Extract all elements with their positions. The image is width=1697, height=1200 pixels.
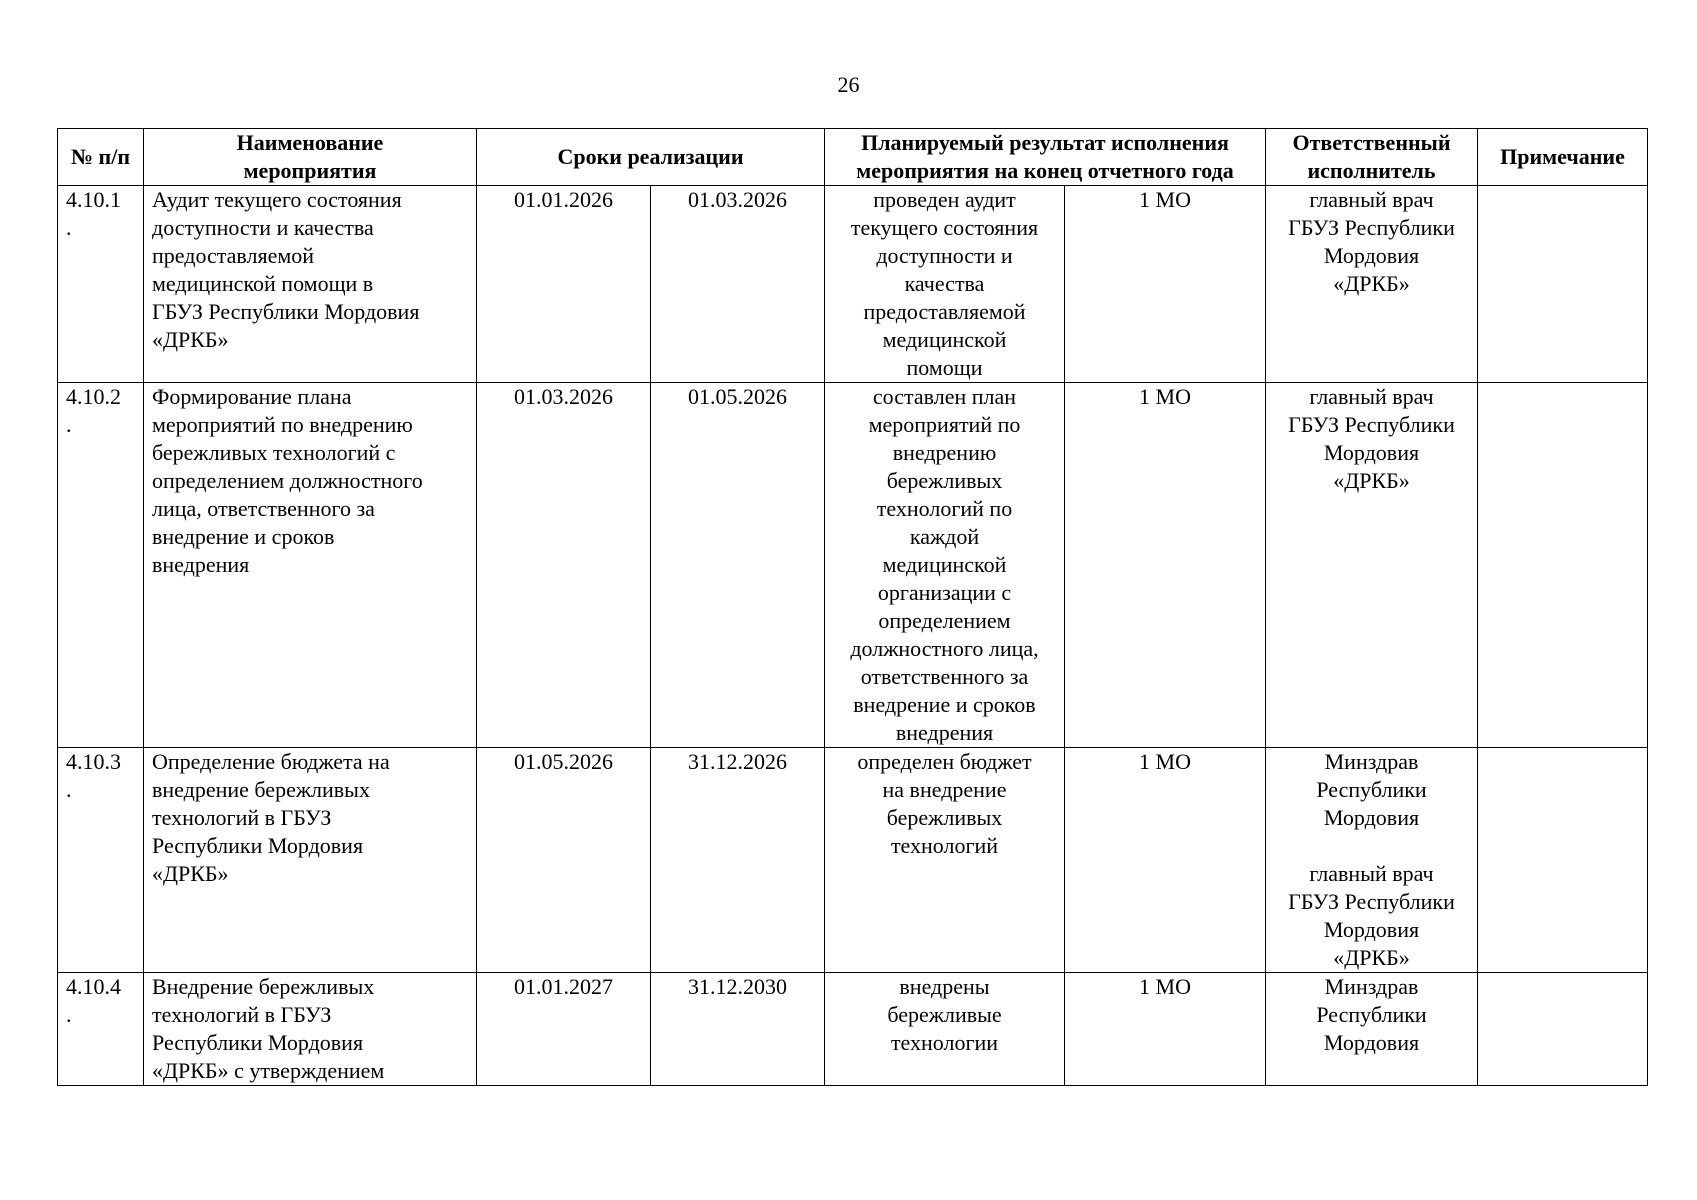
table-row [58, 186, 1648, 383]
start-date: 01.01.2026 [477, 186, 651, 383]
header-name: Наименование мероприятия [144, 129, 477, 186]
table-header-row [58, 129, 1648, 186]
end-date: 31.12.2030 [651, 973, 825, 1086]
result-count: 1 МО [1065, 973, 1266, 1086]
measure-name: Формирование плана мероприятий по внедрению бережливых технологий с определением должностного лица, ответственного за внедрение и сроков внедрения [144, 383, 477, 748]
row-number: 4.10.3 . [58, 748, 144, 973]
responsible-executor: Минздрав Республики Мордовия [1266, 973, 1478, 1086]
measures-table [57, 128, 1648, 1086]
start-date: 01.05.2026 [477, 748, 651, 973]
header-result: Планируемый результат исполнения мероприятия на конец отчетного года [825, 129, 1266, 186]
responsible-executor: главный врач ГБУЗ Республики Мордовия «ДРКБ» [1266, 383, 1478, 748]
start-date: 01.03.2026 [477, 383, 651, 748]
end-date: 31.12.2026 [651, 748, 825, 973]
row-number: 4.10.4 . [58, 973, 144, 1086]
page-number: 26 [837, 72, 860, 97]
row-number: 4.10.1 . [58, 186, 144, 383]
responsible-executor: Минздрав Республики Мордовия главный врач ГБУЗ Республики Мордовия «ДРКБ» [1266, 748, 1478, 973]
measure-name: Аудит текущего состояния доступности и качества предоставляемой медицинской помощи в ГБУЗ Республики Мордовия «ДРКБ» [144, 186, 477, 383]
planned-result: проведен аудит текущего состояния доступности и качества предоставляемой медицинской помощи [825, 186, 1065, 383]
note-cell [1478, 973, 1648, 1086]
row-number: 4.10.2 . [58, 383, 144, 748]
header-dates: Сроки реализации [477, 129, 825, 186]
responsible-executor: главный врач ГБУЗ Республики Мордовия «ДРКБ» [1266, 186, 1478, 383]
measure-name: Внедрение бережливых технологий в ГБУЗ Республики Мордовия «ДРКБ» с утверждением [144, 973, 477, 1086]
measure-name: Определение бюджета на внедрение бережливых технологий в ГБУЗ Республики Мордовия «ДРКБ» [144, 748, 477, 973]
header-num: № п/п [58, 129, 144, 186]
note-cell [1478, 383, 1648, 748]
result-count: 1 МО [1065, 186, 1266, 383]
table-row [58, 383, 1648, 748]
header-note: Примечание [1478, 129, 1648, 186]
end-date: 01.03.2026 [651, 186, 825, 383]
table-row [58, 748, 1648, 973]
planned-result: внедрены бережливые технологии [825, 973, 1065, 1086]
note-cell [1478, 748, 1648, 973]
start-date: 01.01.2027 [477, 973, 651, 1086]
end-date: 01.05.2026 [651, 383, 825, 748]
planned-result: составлен план мероприятий по внедрению бережливых технологий по каждой медицинской организации с определением должностного лица, ответственного за внедрение и сроков внедрения [825, 383, 1065, 748]
result-count: 1 МО [1065, 748, 1266, 973]
result-count: 1 МО [1065, 383, 1266, 748]
table-row [58, 973, 1648, 1086]
planned-result: определен бюджет на внедрение бережливых технологий [825, 748, 1065, 973]
header-executor: Ответственный исполнитель [1266, 129, 1478, 186]
note-cell [1478, 186, 1648, 383]
